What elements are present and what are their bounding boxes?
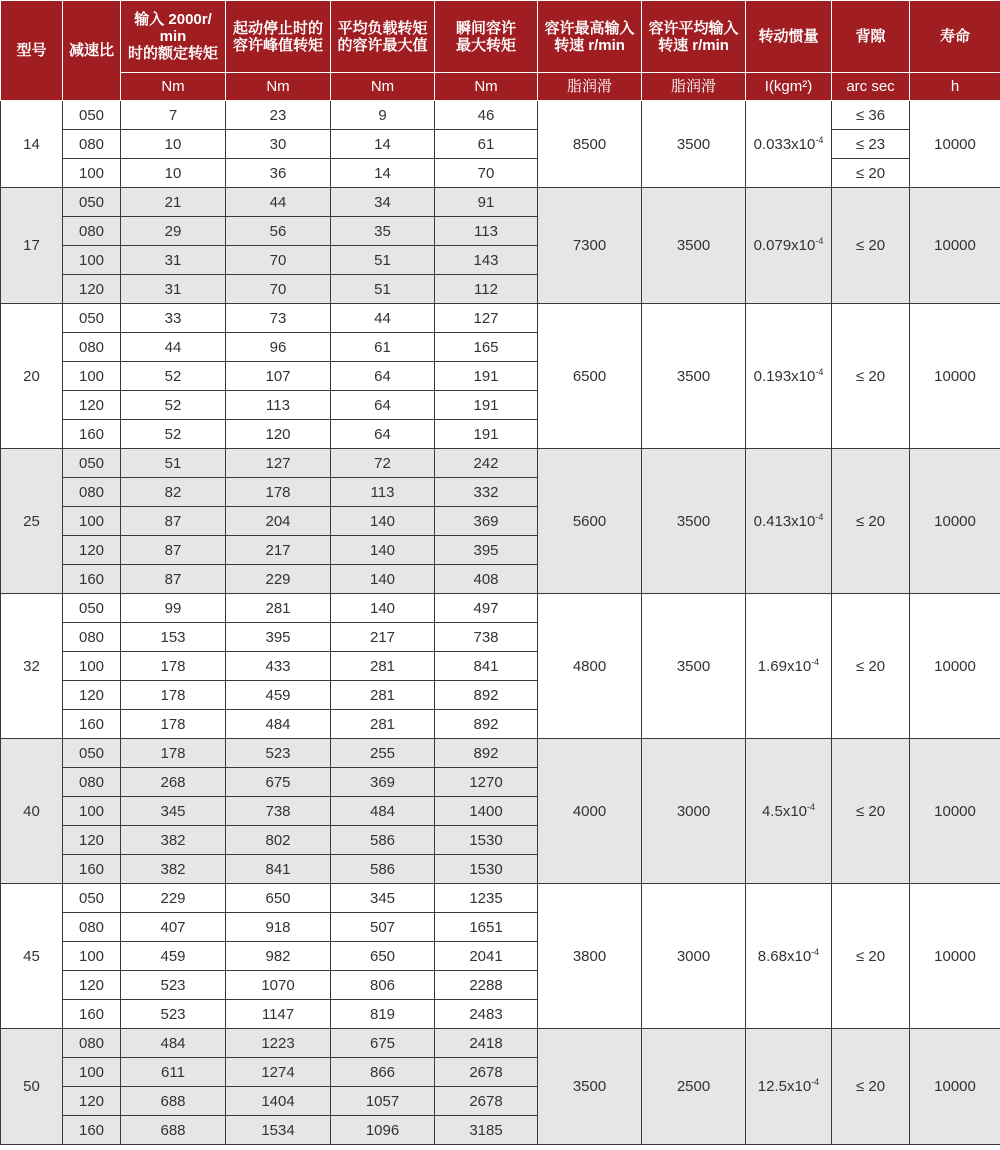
header-inertia: 转动惯量 xyxy=(746,1,832,73)
unit-life: h xyxy=(910,73,1000,101)
header-peak-torque-l1: 起动停止时的 xyxy=(232,19,323,37)
avg-torque-cell: 64 xyxy=(331,420,435,449)
unit-avg-torque: Nm xyxy=(331,73,435,101)
inertia-exponent: -4 xyxy=(815,134,824,145)
avg-torque-cell: 281 xyxy=(331,710,435,739)
header-max-speed-l1: 容许最高输入 xyxy=(544,19,635,37)
ratio-cell: 050 xyxy=(63,449,121,478)
avg-torque-cell: 281 xyxy=(331,652,435,681)
avg-torque-cell: 369 xyxy=(331,768,435,797)
header-momentary-torque-l1: 瞬间容许 xyxy=(455,19,516,37)
peak-torque-cell: 1274 xyxy=(226,1058,331,1087)
ratio-cell: 100 xyxy=(63,507,121,536)
momentary-torque-cell: 2678 xyxy=(435,1058,538,1087)
table-row xyxy=(1,304,1000,333)
rated-torque-cell: 345 xyxy=(121,797,226,826)
avg-torque-cell: 255 xyxy=(331,739,435,768)
backlash-cell: ≤ 20 xyxy=(832,188,910,304)
avg-torque-cell: 1096 xyxy=(331,1116,435,1145)
header-model: 型号 xyxy=(1,1,63,101)
avg-speed-cell: 3500 xyxy=(642,188,746,304)
avg-torque-cell: 34 xyxy=(331,188,435,217)
peak-torque-cell: 229 xyxy=(226,565,331,594)
max-speed-cell: 3800 xyxy=(538,884,642,1029)
rated-torque-cell: 52 xyxy=(121,391,226,420)
peak-torque-cell: 802 xyxy=(226,826,331,855)
rated-torque-cell: 153 xyxy=(121,623,226,652)
model-group-50 xyxy=(1,1029,1000,1145)
max-speed-cell: 8500 xyxy=(538,101,642,188)
momentary-torque-cell: 2678 xyxy=(435,1087,538,1116)
life-cell: 10000 xyxy=(910,101,1000,188)
life-cell: 10000 xyxy=(910,594,1000,739)
max-speed-cell: 5600 xyxy=(538,449,642,594)
rated-torque-cell: 229 xyxy=(121,884,226,913)
momentary-torque-cell: 143 xyxy=(435,246,538,275)
inertia-exponent: -4 xyxy=(815,236,824,246)
backlash-cell: ≤ 20 xyxy=(832,884,910,1029)
momentary-torque-cell: 91 xyxy=(435,188,538,217)
rated-torque-cell: 31 xyxy=(121,275,226,304)
ratio-cell: 080 xyxy=(63,623,121,652)
inertia-cell xyxy=(746,884,832,1029)
avg-torque-cell: 72 xyxy=(331,449,435,478)
header-max-speed xyxy=(538,1,642,73)
unit-peak-torque: Nm xyxy=(226,73,331,101)
inertia-cell xyxy=(746,1029,832,1145)
avg-torque-cell: 64 xyxy=(331,391,435,420)
rated-torque-cell: 178 xyxy=(121,652,226,681)
ratio-cell: 080 xyxy=(63,1029,121,1058)
momentary-torque-cell: 408 xyxy=(435,565,538,594)
model-group-25 xyxy=(1,449,1000,594)
inertia-value: 0.079x10 xyxy=(753,237,816,254)
momentary-torque-cell: 165 xyxy=(435,333,538,362)
momentary-torque-cell: 191 xyxy=(435,420,538,449)
model-cell: 40 xyxy=(1,739,63,884)
model-group-45 xyxy=(1,884,1000,1029)
model-cell: 20 xyxy=(1,304,63,449)
ratio-cell: 100 xyxy=(63,942,121,971)
ratio-cell: 050 xyxy=(63,884,121,913)
peak-torque-cell: 178 xyxy=(226,478,331,507)
inertia-cell xyxy=(746,739,832,884)
model-cell: 14 xyxy=(1,101,63,188)
momentary-torque-cell: 369 xyxy=(435,507,538,536)
ratio-cell: 120 xyxy=(63,681,121,710)
table-row xyxy=(1,130,1000,159)
inertia-exponent: -4 xyxy=(815,366,824,377)
peak-torque-cell: 1404 xyxy=(226,1087,331,1116)
backlash-cell: ≤ 20 xyxy=(832,449,910,594)
ratio-cell: 080 xyxy=(63,913,121,942)
header-ratio: 减速比 xyxy=(63,1,121,101)
model-cell: 45 xyxy=(1,884,63,1029)
momentary-torque-cell: 70 xyxy=(435,159,538,188)
table-row xyxy=(1,449,1000,478)
ratio-cell: 050 xyxy=(63,304,121,333)
avg-speed-cell: 3500 xyxy=(642,101,746,188)
max-speed-cell: 4800 xyxy=(538,594,642,739)
backlash-cell: ≤ 20 xyxy=(832,304,910,449)
momentary-torque-cell: 1400 xyxy=(435,797,538,826)
ratio-cell: 160 xyxy=(63,420,121,449)
model-group-40 xyxy=(1,739,1000,884)
ratio-cell: 120 xyxy=(63,826,121,855)
rated-torque-cell: 688 xyxy=(121,1116,226,1145)
backlash-cell: ≤ 20 xyxy=(832,739,910,884)
header-backlash: 背隙 xyxy=(832,1,910,73)
model-group-14 xyxy=(1,101,1000,188)
momentary-torque-cell: 46 xyxy=(435,101,538,130)
avg-torque-cell: 281 xyxy=(331,681,435,710)
peak-torque-cell: 120 xyxy=(226,420,331,449)
rated-torque-cell: 523 xyxy=(121,1000,226,1029)
peak-torque-cell: 459 xyxy=(226,681,331,710)
peak-torque-cell: 281 xyxy=(226,594,331,623)
momentary-torque-cell: 2418 xyxy=(435,1029,538,1058)
inertia-exponent: -4 xyxy=(811,656,820,667)
momentary-torque-cell: 332 xyxy=(435,478,538,507)
backlash-cell: ≤ 20 xyxy=(832,1029,910,1145)
avg-torque-cell: 61 xyxy=(331,333,435,362)
table-row xyxy=(1,159,1000,188)
rated-torque-cell: 268 xyxy=(121,768,226,797)
rated-torque-cell: 82 xyxy=(121,478,226,507)
ratio-cell: 160 xyxy=(63,710,121,739)
rated-torque-cell: 87 xyxy=(121,536,226,565)
rated-torque-cell: 87 xyxy=(121,565,226,594)
model-cell: 50 xyxy=(1,1029,63,1145)
rated-torque-cell: 21 xyxy=(121,188,226,217)
peak-torque-cell: 217 xyxy=(226,536,331,565)
ratio-cell: 100 xyxy=(63,246,121,275)
momentary-torque-cell: 127 xyxy=(435,304,538,333)
ratio-cell: 050 xyxy=(63,594,121,623)
table-row xyxy=(1,1029,1000,1058)
header-life: 寿命 xyxy=(910,1,1000,73)
ratio-cell: 120 xyxy=(63,971,121,1000)
avg-torque-cell: 507 xyxy=(331,913,435,942)
peak-torque-cell: 56 xyxy=(226,217,331,246)
model-group-32 xyxy=(1,594,1000,739)
table-row xyxy=(1,739,1000,768)
header-avg-speed xyxy=(642,1,746,73)
avg-speed-cell: 3000 xyxy=(642,884,746,1029)
avg-torque-cell: 44 xyxy=(331,304,435,333)
unit-backlash: arc sec xyxy=(832,73,910,101)
momentary-torque-cell: 191 xyxy=(435,362,538,391)
peak-torque-cell: 70 xyxy=(226,275,331,304)
backlash-cell: ≤ 20 xyxy=(832,594,910,739)
ratio-cell: 120 xyxy=(63,1087,121,1116)
rated-torque-cell: 87 xyxy=(121,507,226,536)
rated-torque-cell: 407 xyxy=(121,913,226,942)
avg-torque-cell: 9 xyxy=(331,101,435,130)
peak-torque-cell: 433 xyxy=(226,652,331,681)
rated-torque-cell: 51 xyxy=(121,449,226,478)
ratio-cell: 160 xyxy=(63,1000,121,1029)
peak-torque-cell: 1534 xyxy=(226,1116,331,1145)
unit-inertia: I(kgm²) xyxy=(746,73,832,101)
rated-torque-cell: 7 xyxy=(121,101,226,130)
avg-torque-cell: 140 xyxy=(331,594,435,623)
peak-torque-cell: 484 xyxy=(226,710,331,739)
momentary-torque-cell: 2041 xyxy=(435,942,538,971)
ratio-cell: 080 xyxy=(63,130,121,159)
rated-torque-cell: 99 xyxy=(121,594,226,623)
inertia-value: 0.413x10 xyxy=(753,512,816,530)
inertia-cell xyxy=(746,304,832,449)
avg-torque-cell: 866 xyxy=(331,1058,435,1087)
rated-torque-cell: 33 xyxy=(121,304,226,333)
table-row xyxy=(1,594,1000,623)
momentary-torque-cell: 2483 xyxy=(435,1000,538,1029)
momentary-torque-cell: 113 xyxy=(435,217,538,246)
life-cell: 10000 xyxy=(910,1029,1000,1145)
momentary-torque-cell: 892 xyxy=(435,710,538,739)
max-speed-cell: 3500 xyxy=(538,1029,642,1145)
avg-torque-cell: 819 xyxy=(331,1000,435,1029)
peak-torque-cell: 1147 xyxy=(226,1000,331,1029)
backlash-cell: ≤ 36 xyxy=(832,101,910,130)
inertia-exponent: -4 xyxy=(807,801,816,812)
peak-torque-cell: 44 xyxy=(226,188,331,217)
avg-speed-cell: 2500 xyxy=(642,1029,746,1145)
model-cell: 32 xyxy=(1,594,63,739)
momentary-torque-cell: 1235 xyxy=(435,884,538,913)
avg-speed-cell: 3500 xyxy=(642,449,746,594)
rated-torque-cell: 44 xyxy=(121,333,226,362)
header-avg-speed-l2: 转速 r/min xyxy=(658,36,729,54)
momentary-torque-cell: 1530 xyxy=(435,855,538,884)
avg-torque-cell: 140 xyxy=(331,507,435,536)
avg-torque-cell: 14 xyxy=(331,159,435,188)
avg-torque-cell: 345 xyxy=(331,884,435,913)
avg-torque-cell: 35 xyxy=(331,217,435,246)
rated-torque-cell: 31 xyxy=(121,246,226,275)
table-row xyxy=(1,884,1000,913)
rated-torque-cell: 178 xyxy=(121,681,226,710)
avg-torque-cell: 586 xyxy=(331,855,435,884)
momentary-torque-cell: 497 xyxy=(435,594,538,623)
peak-torque-cell: 30 xyxy=(226,130,331,159)
rated-torque-cell: 523 xyxy=(121,971,226,1000)
avg-torque-cell: 140 xyxy=(331,565,435,594)
momentary-torque-cell: 61 xyxy=(435,130,538,159)
avg-torque-cell: 484 xyxy=(331,797,435,826)
ratio-cell: 100 xyxy=(63,1058,121,1087)
backlash-cell: ≤ 20 xyxy=(832,159,910,188)
peak-torque-cell: 127 xyxy=(226,449,331,478)
peak-torque-cell: 738 xyxy=(226,797,331,826)
inertia-cell xyxy=(746,449,832,594)
ratio-cell: 120 xyxy=(63,536,121,565)
model-cell: 25 xyxy=(1,449,63,594)
header-rated-torque xyxy=(121,1,226,73)
inertia-cell xyxy=(746,594,832,739)
model-group-17 xyxy=(1,188,1000,304)
momentary-torque-cell: 395 xyxy=(435,536,538,565)
rated-torque-cell: 178 xyxy=(121,710,226,739)
model-cell: 17 xyxy=(1,188,63,304)
avg-torque-cell: 140 xyxy=(331,536,435,565)
ratio-cell: 160 xyxy=(63,565,121,594)
ratio-cell: 080 xyxy=(63,333,121,362)
header-avg-torque-l2: 的容许最大值 xyxy=(337,36,428,54)
header-peak-torque-l2: 容许峰值转矩 xyxy=(232,36,323,54)
header-momentary-torque-l2: 最大转矩 xyxy=(455,36,516,54)
peak-torque-cell: 1223 xyxy=(226,1029,331,1058)
backlash-cell: ≤ 23 xyxy=(832,130,910,159)
header-momentary-torque xyxy=(435,1,538,73)
inertia-cell xyxy=(746,101,832,188)
peak-torque-cell: 36 xyxy=(226,159,331,188)
momentary-torque-cell: 191 xyxy=(435,391,538,420)
momentary-torque-cell: 738 xyxy=(435,623,538,652)
momentary-torque-cell: 892 xyxy=(435,681,538,710)
avg-torque-cell: 650 xyxy=(331,942,435,971)
table-header xyxy=(1,1,1000,101)
momentary-torque-cell: 242 xyxy=(435,449,538,478)
momentary-torque-cell: 1651 xyxy=(435,913,538,942)
ratio-cell: 100 xyxy=(63,159,121,188)
rated-torque-cell: 382 xyxy=(121,826,226,855)
inertia-value: 1.69x10 xyxy=(757,657,812,675)
rated-torque-cell: 484 xyxy=(121,1029,226,1058)
header-max-speed-l2: 转速 r/min xyxy=(554,36,625,54)
avg-torque-cell: 51 xyxy=(331,275,435,304)
rated-torque-cell: 52 xyxy=(121,362,226,391)
momentary-torque-cell: 892 xyxy=(435,739,538,768)
inertia-exponent: -4 xyxy=(811,946,820,957)
avg-torque-cell: 1057 xyxy=(331,1087,435,1116)
avg-torque-cell: 113 xyxy=(331,478,435,507)
max-speed-cell: 7300 xyxy=(538,188,642,304)
peak-torque-cell: 650 xyxy=(226,884,331,913)
inertia-exponent: -4 xyxy=(811,1077,820,1087)
header-peak-torque xyxy=(226,1,331,73)
life-cell: 10000 xyxy=(910,884,1000,1029)
peak-torque-cell: 395 xyxy=(226,623,331,652)
peak-torque-cell: 841 xyxy=(226,855,331,884)
momentary-torque-cell: 1530 xyxy=(435,826,538,855)
peak-torque-cell: 523 xyxy=(226,739,331,768)
rated-torque-cell: 52 xyxy=(121,420,226,449)
ratio-cell: 050 xyxy=(63,739,121,768)
life-cell: 10000 xyxy=(910,739,1000,884)
ratio-cell: 120 xyxy=(63,275,121,304)
ratio-cell: 120 xyxy=(63,391,121,420)
inertia-value: 12.5x10 xyxy=(757,1078,812,1095)
header-avg-torque-l1: 平均负载转矩 xyxy=(337,19,428,37)
rated-torque-cell: 10 xyxy=(121,159,226,188)
life-cell: 10000 xyxy=(910,188,1000,304)
rated-torque-cell: 459 xyxy=(121,942,226,971)
ratio-cell: 080 xyxy=(63,478,121,507)
unit-avg-speed: 脂润滑 xyxy=(642,73,746,101)
avg-torque-cell: 586 xyxy=(331,826,435,855)
peak-torque-cell: 918 xyxy=(226,913,331,942)
ratio-cell: 100 xyxy=(63,797,121,826)
rated-torque-cell: 688 xyxy=(121,1087,226,1116)
life-cell: 10000 xyxy=(910,304,1000,449)
max-speed-cell: 4000 xyxy=(538,739,642,884)
ratio-cell: 080 xyxy=(63,768,121,797)
avg-torque-cell: 64 xyxy=(331,362,435,391)
header-avg-speed-l1: 容许平均输入 xyxy=(648,19,739,37)
max-speed-cell: 6500 xyxy=(538,304,642,449)
peak-torque-cell: 96 xyxy=(226,333,331,362)
header-rated-torque-l1: 输入 2000r/ xyxy=(134,11,212,28)
unit-momentary-torque: Nm xyxy=(435,73,538,101)
unit-max-speed: 脂润滑 xyxy=(538,73,642,101)
momentary-torque-cell: 2288 xyxy=(435,971,538,1000)
peak-torque-cell: 1070 xyxy=(226,971,331,1000)
momentary-torque-cell: 3185 xyxy=(435,1116,538,1145)
avg-speed-cell: 3500 xyxy=(642,594,746,739)
inertia-value: 0.033x10 xyxy=(753,135,816,153)
life-cell: 10000 xyxy=(910,449,1000,594)
avg-torque-cell: 217 xyxy=(331,623,435,652)
peak-torque-cell: 23 xyxy=(226,101,331,130)
momentary-torque-cell: 1270 xyxy=(435,768,538,797)
momentary-torque-cell: 841 xyxy=(435,652,538,681)
peak-torque-cell: 70 xyxy=(226,246,331,275)
avg-torque-cell: 806 xyxy=(331,971,435,1000)
rated-torque-cell: 611 xyxy=(121,1058,226,1087)
ratio-cell: 160 xyxy=(63,855,121,884)
inertia-value: 4.5x10 xyxy=(761,802,808,820)
rated-torque-cell: 382 xyxy=(121,855,226,884)
rated-torque-cell: 29 xyxy=(121,217,226,246)
table-row xyxy=(1,188,1000,217)
avg-speed-cell: 3000 xyxy=(642,739,746,884)
avg-speed-cell: 3500 xyxy=(642,304,746,449)
peak-torque-cell: 204 xyxy=(226,507,331,536)
header-avg-torque xyxy=(331,1,435,73)
ratio-cell: 100 xyxy=(63,362,121,391)
momentary-torque-cell: 112 xyxy=(435,275,538,304)
ratio-cell: 050 xyxy=(63,101,121,130)
table-row xyxy=(1,101,1000,130)
peak-torque-cell: 113 xyxy=(226,391,331,420)
peak-torque-cell: 982 xyxy=(226,942,331,971)
rated-torque-cell: 178 xyxy=(121,739,226,768)
avg-torque-cell: 51 xyxy=(331,246,435,275)
header-rated-torque-l3: 时的额定转矩 xyxy=(127,45,218,62)
peak-torque-cell: 107 xyxy=(226,362,331,391)
peak-torque-cell: 73 xyxy=(226,304,331,333)
model-group-20 xyxy=(1,304,1000,449)
inertia-cell xyxy=(746,188,832,304)
ratio-cell: 100 xyxy=(63,652,121,681)
inertia-exponent: -4 xyxy=(815,511,824,522)
ratio-cell: 160 xyxy=(63,1116,121,1145)
avg-torque-cell: 14 xyxy=(331,130,435,159)
ratio-cell: 080 xyxy=(63,217,121,246)
ratio-cell: 050 xyxy=(63,188,121,217)
inertia-value: 0.193x10 xyxy=(753,367,816,385)
rated-torque-cell: 10 xyxy=(121,130,226,159)
inertia-value: 8.68x10 xyxy=(757,947,812,965)
avg-torque-cell: 675 xyxy=(331,1029,435,1058)
unit-rated-torque: Nm xyxy=(121,73,226,101)
header-rated-torque-l2: min xyxy=(159,28,187,45)
peak-torque-cell: 675 xyxy=(226,768,331,797)
